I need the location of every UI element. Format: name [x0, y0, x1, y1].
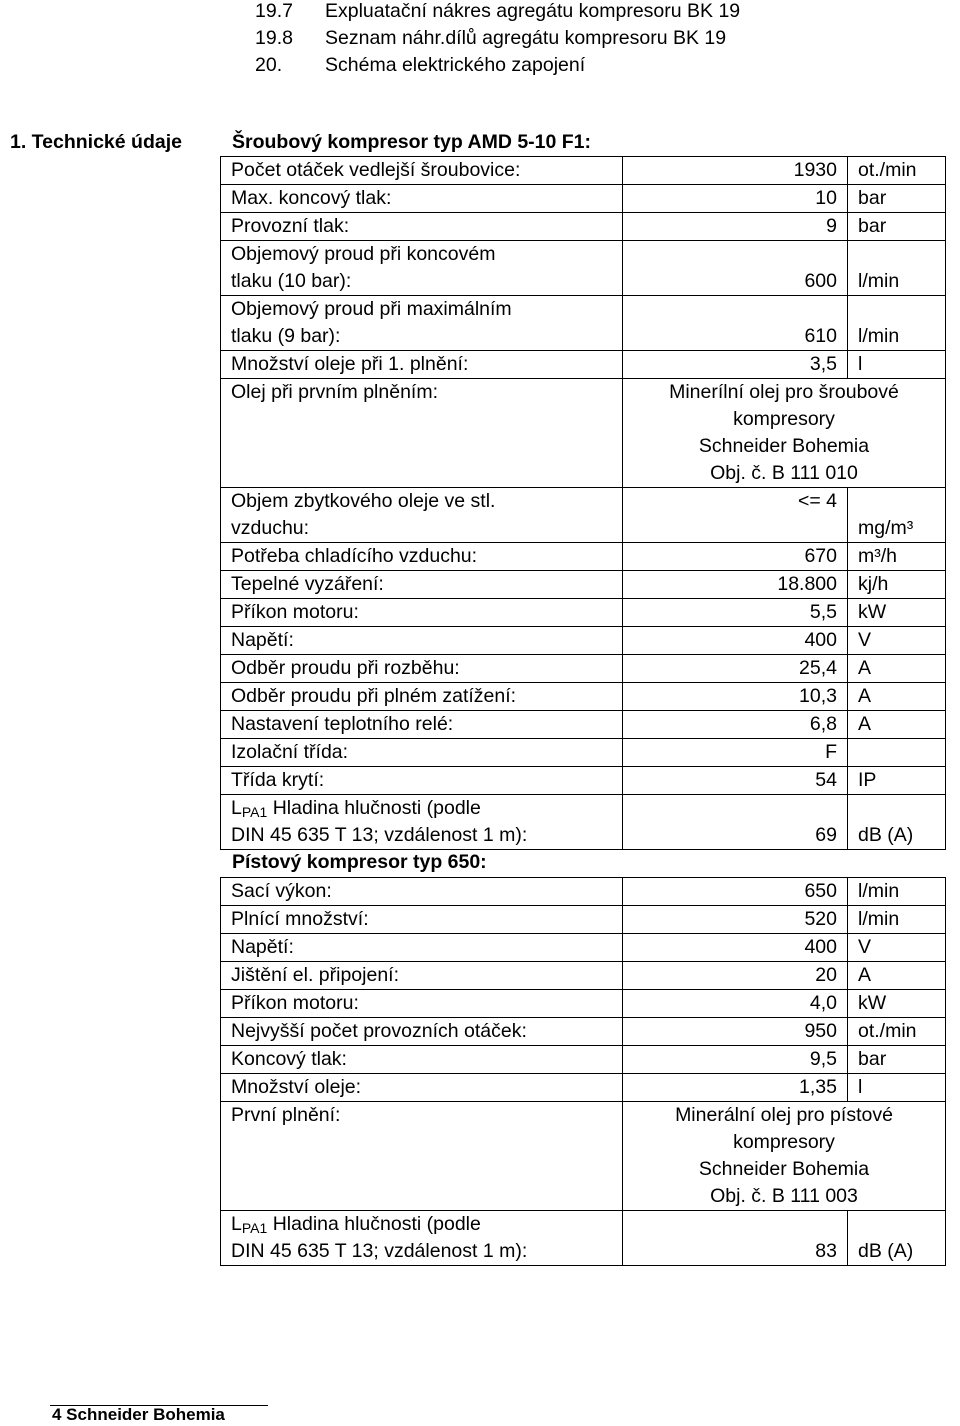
- value-line: Schneider Bohemia: [698, 1158, 870, 1180]
- row-label: První plnění:: [221, 1102, 623, 1211]
- toc-text: Seznam náhr.dílů agregátu kompresoru BK 19: [325, 27, 727, 49]
- label-line: vzduchu:: [231, 517, 310, 539]
- row-unit: A: [848, 655, 946, 683]
- row-value: 4,0: [623, 990, 848, 1018]
- row-label: Třída krytí:: [221, 767, 623, 795]
- table-row: [221, 185, 946, 213]
- row-label: Počet otáček vedlejší šroubovice:: [221, 157, 623, 185]
- row-unit: m³/h: [848, 543, 946, 571]
- table-row: [221, 711, 946, 739]
- row-unit: kj/h: [848, 571, 946, 599]
- table-row: [221, 296, 946, 351]
- row-unit: mg/m³: [848, 488, 946, 543]
- row-label: Izolační třída:: [221, 739, 623, 767]
- row-unit: kW: [848, 990, 946, 1018]
- screw-compressor-title: Šroubový kompresor typ AMD 5-10 F1:: [232, 131, 592, 153]
- row-value: <= 4: [623, 488, 848, 543]
- piston-spec-table: [220, 877, 946, 1266]
- row-value-text: [623, 379, 946, 488]
- table-row: [221, 1074, 946, 1102]
- row-label: Příkon motoru:: [221, 599, 623, 627]
- row-value-text: [623, 1102, 946, 1211]
- row-value: 400: [623, 627, 848, 655]
- row-unit: kW: [848, 599, 946, 627]
- label-subscript: PA1: [241, 804, 268, 820]
- table-row: [221, 767, 946, 795]
- label-line: tlaku (10 bar):: [231, 270, 352, 292]
- table-row: [221, 683, 946, 711]
- row-label: Plnící množství:: [221, 906, 623, 934]
- label-text: Hladina hlučnosti (podle: [267, 797, 481, 819]
- row-unit: l/min: [848, 906, 946, 934]
- table-row: [221, 878, 946, 906]
- row-label: Max. koncový tlak:: [221, 185, 623, 213]
- table-row: [221, 990, 946, 1018]
- row-label: Množství oleje při 1. plnění:: [221, 351, 623, 379]
- row-label: Nejvyšší počet provozních otáček:: [221, 1018, 623, 1046]
- row-unit: bar: [848, 185, 946, 213]
- table-row: [221, 1211, 946, 1266]
- row-value: 18.800: [623, 571, 848, 599]
- value-line: kompresory: [733, 1131, 835, 1153]
- table-row: [221, 739, 946, 767]
- toc-item: [255, 52, 740, 79]
- table-row: [221, 655, 946, 683]
- value-line: Obj. č. B 111 003: [710, 1185, 858, 1207]
- value-line: kompresory: [733, 408, 835, 430]
- row-label: Potřeba chladícího vzduchu:: [221, 543, 623, 571]
- table-row: [221, 1018, 946, 1046]
- section-heading: 1. Technické údaje: [10, 131, 182, 153]
- row-value: 25,4: [623, 655, 848, 683]
- table-row: [221, 351, 946, 379]
- row-label: Nastavení teplotního relé:: [221, 711, 623, 739]
- row-value: 610: [623, 296, 848, 351]
- row-label: [221, 241, 623, 296]
- row-value: 10: [623, 185, 848, 213]
- row-label: Jištění el. připojení:: [221, 962, 623, 990]
- row-unit: A: [848, 683, 946, 711]
- screw-spec-table: [220, 156, 946, 850]
- label-line: Objemový proud při koncovém: [231, 243, 496, 265]
- row-label: Napětí:: [221, 934, 623, 962]
- label-line: [231, 1211, 622, 1238]
- row-unit: A: [848, 711, 946, 739]
- label-symbol: L: [231, 1213, 242, 1235]
- row-unit: bar: [848, 213, 946, 241]
- toc-number: 19.7: [255, 0, 293, 22]
- row-value: 520: [623, 906, 848, 934]
- row-unit: l/min: [848, 241, 946, 296]
- row-unit: bar: [848, 1046, 946, 1074]
- label-line: [231, 795, 622, 822]
- row-value: 9: [623, 213, 848, 241]
- row-label: [221, 488, 623, 543]
- row-unit: A: [848, 962, 946, 990]
- row-label: Koncový tlak:: [221, 1046, 623, 1074]
- row-unit: IP: [848, 767, 946, 795]
- table-row: [221, 627, 946, 655]
- row-value: 1930: [623, 157, 848, 185]
- row-unit: dB (A): [848, 795, 946, 850]
- row-label: Tepelné vyzáření:: [221, 571, 623, 599]
- row-label: Sací výkon:: [221, 878, 623, 906]
- row-label: Příkon motoru:: [221, 990, 623, 1018]
- value-line: Minerální olej pro pístové: [675, 1104, 893, 1126]
- row-unit: l/min: [848, 296, 946, 351]
- label-subscript: PA1: [241, 1220, 268, 1236]
- label-line: DIN 45 635 T 13; vzdálenost 1 m):: [231, 824, 528, 846]
- table-row: [221, 379, 946, 488]
- table-row: [221, 488, 946, 543]
- toc-text: Expluatační nákres agregátu kompresoru BK 19: [325, 0, 741, 22]
- row-label: Odběr proudu při plném zatížení:: [221, 683, 623, 711]
- row-value: 1,35: [623, 1074, 848, 1102]
- label-line: Objem zbytkového oleje ve stl.: [231, 490, 496, 512]
- row-label: Množství oleje:: [221, 1074, 623, 1102]
- row-unit: l/min: [848, 878, 946, 906]
- table-row: [221, 571, 946, 599]
- row-unit: V: [848, 627, 946, 655]
- table-row: [221, 157, 946, 185]
- table-row: [221, 906, 946, 934]
- value-line: Schneider Bohemia: [698, 435, 870, 457]
- label-line: DIN 45 635 T 13; vzdálenost 1 m):: [231, 1240, 528, 1262]
- row-label: Olej při prvním plněním:: [221, 379, 623, 488]
- toc-number: 20.: [255, 54, 283, 76]
- row-label: Napětí:: [221, 627, 623, 655]
- row-unit: dB (A): [848, 1211, 946, 1266]
- table-row: [221, 213, 946, 241]
- value-line: Minerílní olej pro šroubové: [669, 381, 899, 403]
- label-symbol: L: [231, 797, 242, 819]
- page-footer: 4 Schneider Bohemia: [52, 1405, 225, 1424]
- row-unit: [848, 739, 946, 767]
- row-value: 400: [623, 934, 848, 962]
- row-value: 650: [623, 878, 848, 906]
- table-row: [221, 1102, 946, 1211]
- table-row: [221, 599, 946, 627]
- toc-text: Schéma elektrického zapojení: [325, 54, 586, 76]
- toc-item: [255, 0, 740, 25]
- row-label: [221, 296, 623, 351]
- row-unit: l: [848, 351, 946, 379]
- toc-item: [255, 25, 740, 52]
- row-label: [221, 1211, 623, 1266]
- row-value: 20: [623, 962, 848, 990]
- row-value: 69: [623, 795, 848, 850]
- row-unit: l: [848, 1074, 946, 1102]
- row-unit: V: [848, 934, 946, 962]
- row-value: 950: [623, 1018, 848, 1046]
- row-unit: ot./min: [848, 1018, 946, 1046]
- row-label: [221, 795, 623, 850]
- row-value: 600: [623, 241, 848, 296]
- row-label: Odběr proudu při rozběhu:: [221, 655, 623, 683]
- table-row: [221, 241, 946, 296]
- row-value: 83: [623, 1211, 848, 1266]
- row-value: 670: [623, 543, 848, 571]
- label-text: Hladina hlučnosti (podle: [267, 1213, 481, 1235]
- table-row: [221, 1046, 946, 1074]
- label-line: tlaku (9 bar):: [231, 325, 341, 347]
- table-row: [221, 543, 946, 571]
- row-value: F: [623, 739, 848, 767]
- table-row: [221, 962, 946, 990]
- toc-number: 19.8: [255, 27, 293, 49]
- row-label: Provozní tlak:: [221, 213, 623, 241]
- row-value: 54: [623, 767, 848, 795]
- row-value: 9,5: [623, 1046, 848, 1074]
- label-line: Objemový proud při maximálním: [231, 298, 512, 320]
- row-value: 3,5: [623, 351, 848, 379]
- row-value: 6,8: [623, 711, 848, 739]
- value-line: Obj. č. B 111 010: [710, 462, 858, 484]
- table-row: [221, 934, 946, 962]
- row-unit: ot./min: [848, 157, 946, 185]
- toc-list: [255, 0, 740, 79]
- table-row: [221, 795, 946, 850]
- row-value: 10,3: [623, 683, 848, 711]
- piston-compressor-title: Pístový kompresor typ 650:: [232, 851, 487, 873]
- row-value: 5,5: [623, 599, 848, 627]
